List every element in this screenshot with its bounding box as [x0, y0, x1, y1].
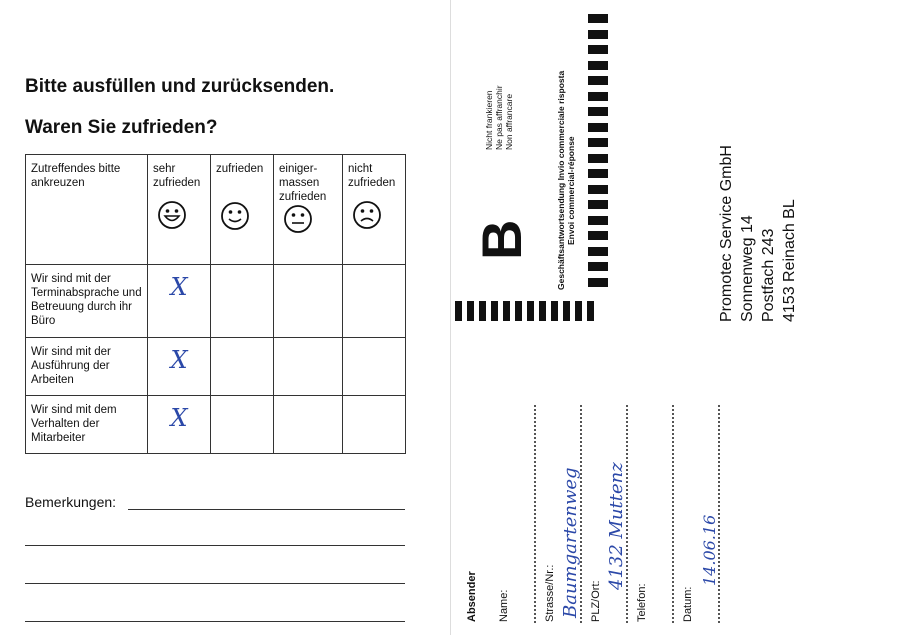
- barcode-bar: [588, 231, 608, 240]
- plz-field[interactable]: [626, 405, 628, 623]
- checkbox-cell[interactable]: [343, 338, 406, 396]
- checkbox-cell[interactable]: [274, 265, 343, 338]
- remarks-label: Bemerkungen:: [25, 494, 117, 510]
- remarks-line[interactable]: [25, 621, 405, 622]
- row-label: Wir sind mit der Terminabsprache und Betreuung durch ihr Büro: [26, 265, 148, 338]
- handwritten-check-mark: X: [170, 346, 188, 374]
- barcode-bar: [479, 301, 486, 321]
- barcode-bar: [491, 301, 498, 321]
- remarks-line[interactable]: [25, 583, 405, 584]
- barcode-bar: [563, 301, 570, 321]
- date-label: Datum:: [682, 586, 694, 622]
- priority-b-letter: B: [470, 219, 533, 260]
- checkbox-cell[interactable]: [274, 338, 343, 396]
- barcode-bar: [515, 301, 522, 321]
- table-row: [26, 396, 406, 454]
- barcode-bar: [588, 154, 608, 163]
- sender-title: Absender: [466, 571, 478, 622]
- plz-value: 4132 Muttenz: [606, 462, 627, 590]
- header-very-satisfied: sehr zufrieden: [148, 155, 211, 265]
- checkbox-cell[interactable]: [211, 338, 274, 396]
- street-field[interactable]: [580, 405, 582, 623]
- barcode-bar: [588, 45, 608, 54]
- barcode-bar: [588, 200, 608, 209]
- handwritten-check-mark: X: [170, 404, 188, 432]
- barcode-bar: [588, 216, 608, 225]
- name-label: Name:: [498, 589, 510, 622]
- header-instruction: Zutreffendes bitte ankreuzen: [26, 155, 148, 265]
- barcode-bar: [455, 301, 462, 321]
- barcode-bar: [588, 123, 608, 132]
- phone-label: Telefon:: [636, 583, 648, 622]
- header-fairly-satisfied: einiger-massen zufrieden: [274, 155, 343, 265]
- barcode-bar: [588, 14, 608, 23]
- checkbox-cell[interactable]: [148, 396, 211, 454]
- barcode-bar: [588, 92, 608, 101]
- barcode-bar: [551, 301, 558, 321]
- date-field[interactable]: [718, 405, 720, 623]
- barcode-bar: [588, 185, 608, 194]
- barcode-bar: [588, 76, 608, 85]
- checkbox-cell[interactable]: [148, 338, 211, 396]
- row-label: Wir sind mit der Ausführung der Arbeiten: [26, 338, 148, 396]
- table-row: [26, 265, 406, 338]
- barcode-bar: [575, 301, 582, 321]
- checkbox-cell[interactable]: [274, 396, 343, 454]
- barcode-bar: [503, 301, 510, 321]
- remarks-line[interactable]: [128, 509, 405, 510]
- name-field[interactable]: [534, 405, 536, 623]
- header-not-satisfied: nicht zufrieden: [343, 155, 406, 265]
- checkbox-cell[interactable]: [211, 265, 274, 338]
- very-happy-face-icon: [157, 200, 187, 230]
- handwritten-check-mark: X: [170, 273, 188, 301]
- fold-line: [450, 0, 451, 635]
- happy-face-icon: [220, 201, 250, 231]
- neutral-face-icon: [283, 204, 313, 234]
- row-label: Wir sind mit dem Verhalten der Mitarbeiter: [26, 396, 148, 454]
- barcode-bar: [588, 107, 608, 116]
- barcode-bar: [588, 138, 608, 147]
- barcode-bar: [587, 301, 594, 321]
- barcode-bar: [588, 30, 608, 39]
- checkbox-cell[interactable]: [211, 396, 274, 454]
- phone-field[interactable]: [672, 405, 674, 623]
- barcode-bar: [539, 301, 546, 321]
- sad-face-icon: [352, 200, 382, 230]
- form-heading: Bitte ausfüllen und zurücksenden.: [25, 76, 335, 97]
- header-satisfied: zufrieden: [211, 155, 274, 265]
- satisfaction-table: [25, 154, 406, 454]
- plz-label: PLZ/Ort:: [590, 580, 602, 622]
- satisfaction-question: Waren Sie zufrieden?: [25, 117, 218, 138]
- checkbox-cell[interactable]: [148, 265, 211, 338]
- business-reply-label: Geschäftsantwortsendung Invio commerciale risposta Envoi commercial-réponse: [556, 70, 576, 290]
- checkbox-cell[interactable]: [343, 396, 406, 454]
- checkbox-cell[interactable]: [343, 265, 406, 338]
- date-value: 14.06.16: [700, 514, 719, 586]
- street-value: Baumgartenweg: [560, 467, 581, 618]
- barcode-bar: [588, 169, 608, 178]
- barcode-bar: [527, 301, 534, 321]
- postage-note: Nicht frankieren Ne pas affranchir Non affrancare: [484, 85, 514, 150]
- barcode-bar: [588, 278, 608, 287]
- street-label: Strasse/Nr.:: [544, 564, 556, 622]
- barcode-bar: [588, 247, 608, 256]
- barcode-bar: [588, 262, 608, 271]
- barcode-bar: [588, 61, 608, 70]
- remarks-line[interactable]: [25, 545, 405, 546]
- table-row: [26, 338, 406, 396]
- barcode-bar: [467, 301, 474, 321]
- recipient-address: Promotec Service GmbH Sonnenweg 14 Postfach 243 4153 Reinach BL: [718, 145, 798, 322]
